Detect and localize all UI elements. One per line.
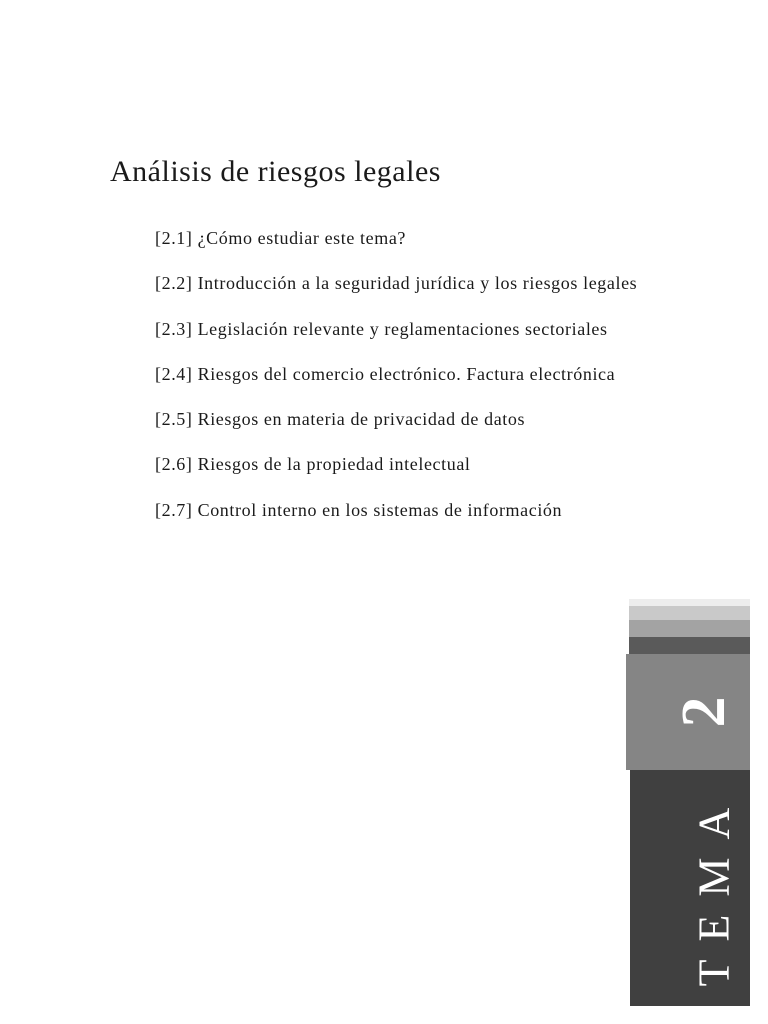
tab-stripe-lightest	[629, 599, 750, 606]
chapter-label: TEMA	[689, 789, 739, 987]
toc-item-2-6: [2.6] Riesgos de la propiedad intelectual	[155, 454, 471, 475]
table-of-contents	[155, 225, 637, 542]
chapter-number-box	[626, 654, 750, 770]
page-title: Análisis de riesgos legales	[110, 155, 441, 188]
toc-item-2-2: [2.2] Introducción a la seguridad jurídica y los riesgos legales	[155, 273, 638, 294]
tab-stripe-light	[629, 606, 750, 620]
tab-stripe-dark	[629, 637, 750, 654]
toc-item-2-3: [2.3] Legislación relevante y reglamentaciones sectoriales	[155, 318, 608, 339]
chapter-number: 2	[670, 696, 738, 728]
tab-stripe-medium	[629, 620, 750, 637]
toc-item-2-4: [2.4] Riesgos del comercio electrónico. Factura electrónica	[155, 363, 616, 384]
toc-item-2-5: [2.5] Riesgos en materia de privacidad de datos	[155, 409, 526, 430]
toc-item-2-1: [2.1] ¿Cómo estudiar este tema?	[155, 228, 407, 248]
toc-item-2-7: [2.7] Control interno en los sistemas de información	[155, 499, 563, 520]
chapter-label-box	[630, 770, 750, 1006]
